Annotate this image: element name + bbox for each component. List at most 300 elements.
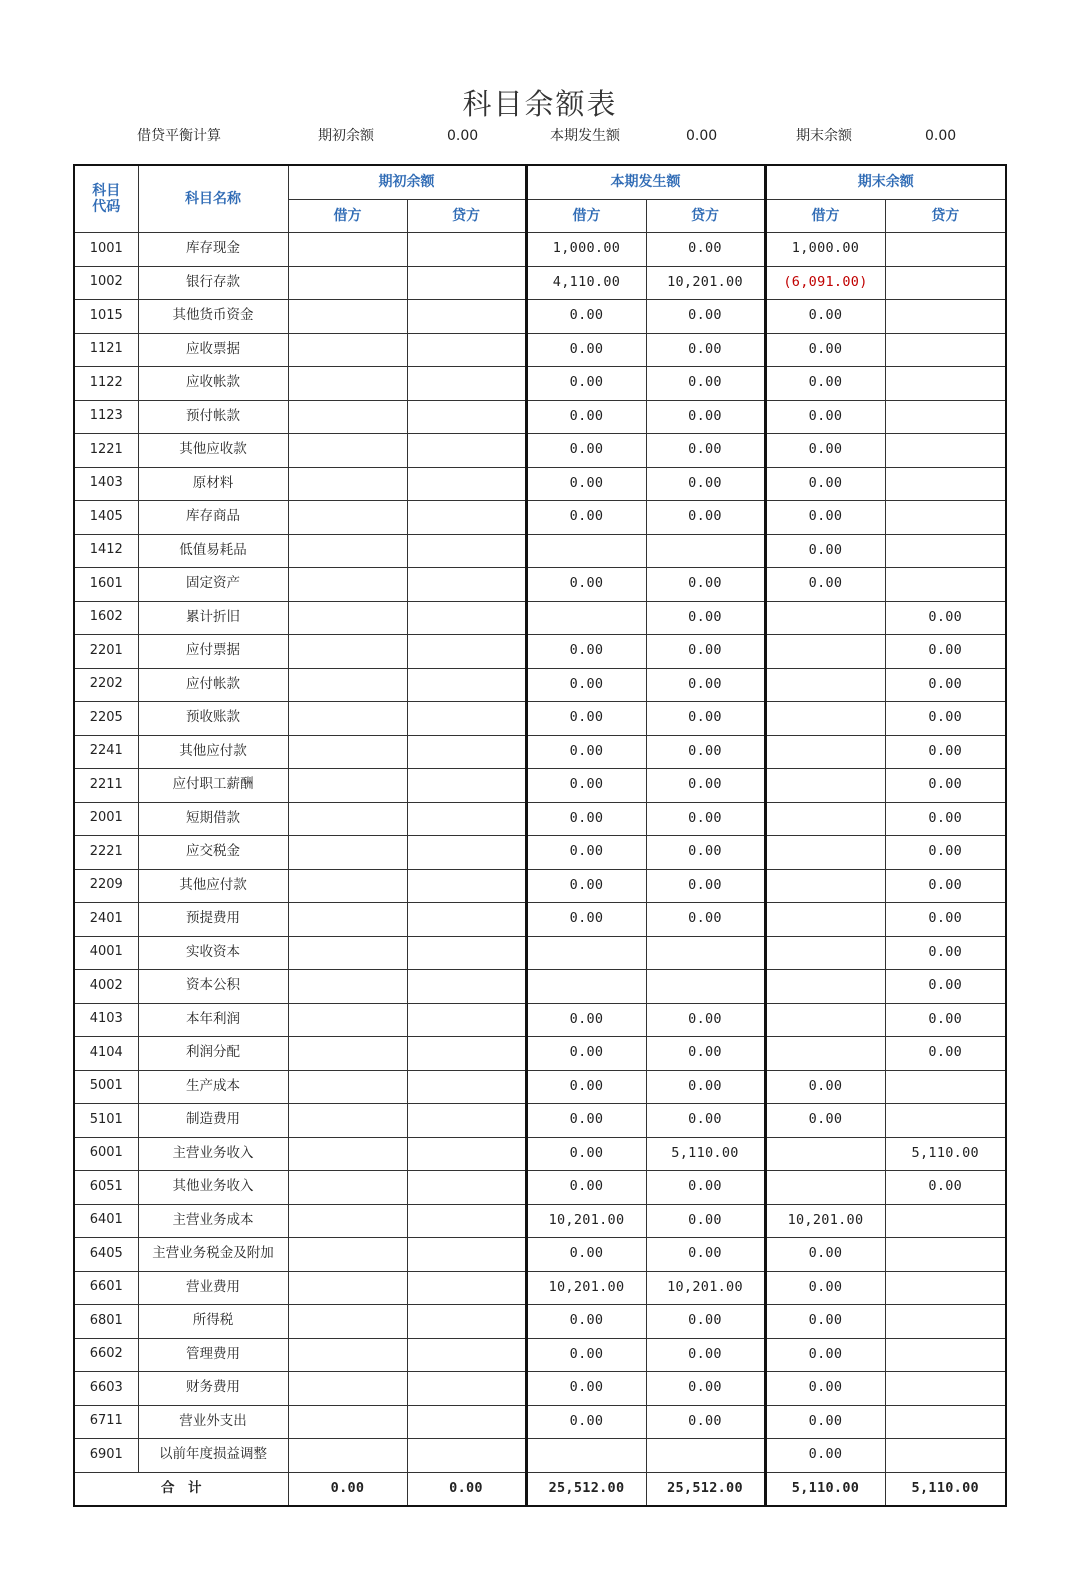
opening-debit-cell [288,836,407,870]
period-credit-cell: 0.00 [646,233,765,267]
table-row [74,702,1006,736]
opening-debit-cell [288,668,407,702]
opening-debit-cell [288,300,407,334]
period-debit-cell: 0.00 [526,1405,646,1439]
closing-credit-cell [885,400,1006,434]
account-code-cell: 2201 [74,635,138,669]
period-credit-cell: 0.00 [646,1204,765,1238]
closing-credit-cell [885,1238,1006,1272]
summary-opening-label: 期初余额 [318,128,374,144]
period-credit-cell: 0.00 [646,434,765,468]
account-code-cell: 6401 [74,1204,138,1238]
closing-credit-cell [885,266,1006,300]
closing-debit-cell [765,1171,885,1205]
balance-table [73,164,1007,1507]
account-name-cell: 应交税金 [138,836,288,870]
table-row [74,970,1006,1004]
closing-credit-cell: 0.00 [885,836,1006,870]
opening-credit-cell [407,1003,526,1037]
closing-credit-cell [885,233,1006,267]
opening-credit-cell [407,702,526,736]
table-row [74,1238,1006,1272]
account-code-cell: 6001 [74,1137,138,1171]
header-name: 科目名称 [138,165,288,233]
header-opening-debit: 借方 [288,199,407,233]
opening-debit-cell [288,1271,407,1305]
account-code-cell: 1122 [74,367,138,401]
table-row [74,1271,1006,1305]
period-debit-cell: 4,110.00 [526,266,646,300]
account-name-cell: 其他业务收入 [138,1171,288,1205]
opening-credit-cell [407,1204,526,1238]
opening-credit-cell [407,1104,526,1138]
closing-debit-cell [765,668,885,702]
period-debit-cell: 0.00 [526,1037,646,1071]
table-row [74,1070,1006,1104]
account-code-cell: 2401 [74,903,138,937]
opening-debit-cell [288,1137,407,1171]
opening-debit-cell [288,1238,407,1272]
opening-debit-cell [288,635,407,669]
account-code-cell: 2211 [74,769,138,803]
closing-debit-cell: 0.00 [765,1305,885,1339]
table-row [74,434,1006,468]
header-opening: 期初余额 [288,165,526,199]
account-name-cell: 营业外支出 [138,1405,288,1439]
period-credit-cell: 0.00 [646,300,765,334]
closing-credit-cell: 0.00 [885,601,1006,635]
closing-debit-cell: 0.00 [765,1372,885,1406]
account-name-cell: 应付职工薪酬 [138,769,288,803]
opening-credit-cell [407,266,526,300]
period-debit-cell: 0.00 [526,702,646,736]
table-row [74,601,1006,635]
account-code-cell: 6405 [74,1238,138,1272]
opening-debit-cell [288,735,407,769]
opening-credit-cell [407,668,526,702]
opening-credit-cell [407,769,526,803]
closing-debit-cell: 0.00 [765,534,885,568]
table-row [74,1003,1006,1037]
period-credit-cell: 0.00 [646,400,765,434]
table-row [74,400,1006,434]
closing-debit-cell: 0.00 [765,1338,885,1372]
account-name-cell: 本年利润 [138,1003,288,1037]
table-row [74,802,1006,836]
opening-debit-cell [288,970,407,1004]
closing-debit-cell: 0.00 [765,367,885,401]
opening-debit-cell [288,1305,407,1339]
opening-debit-cell [288,501,407,535]
closing-credit-cell: 5,110.00 [885,1137,1006,1171]
period-debit-cell [526,936,646,970]
period-credit-cell: 0.00 [646,1405,765,1439]
closing-credit-cell: 0.00 [885,635,1006,669]
opening-debit-cell [288,1104,407,1138]
account-name-cell: 低值易耗品 [138,534,288,568]
account-code-cell: 1002 [74,266,138,300]
opening-debit-cell [288,936,407,970]
closing-debit-cell [765,735,885,769]
account-name-cell: 库存商品 [138,501,288,535]
closing-debit-cell [765,601,885,635]
opening-credit-cell [407,1171,526,1205]
period-credit-cell [646,936,765,970]
opening-debit-cell [288,1171,407,1205]
period-credit-cell: 0.00 [646,668,765,702]
closing-debit-cell [765,769,885,803]
period-debit-cell: 0.00 [526,434,646,468]
closing-credit-cell [885,534,1006,568]
table-row [74,903,1006,937]
period-debit-cell: 0.00 [526,400,646,434]
table-row [74,869,1006,903]
account-name-cell: 资本公积 [138,970,288,1004]
opening-credit-cell [407,735,526,769]
period-credit-cell: 0.00 [646,1238,765,1272]
opening-credit-cell [407,300,526,334]
period-debit-cell: 0.00 [526,1104,646,1138]
period-credit-cell: 0.00 [646,735,765,769]
closing-debit-cell [765,1003,885,1037]
account-code-cell: 2205 [74,702,138,736]
account-code-cell: 6602 [74,1338,138,1372]
opening-credit-cell [407,1238,526,1272]
period-debit-cell: 0.00 [526,735,646,769]
total-closing-credit: 5,110.00 [885,1472,1006,1506]
closing-credit-cell [885,300,1006,334]
period-credit-cell: 0.00 [646,1305,765,1339]
closing-debit-cell: 0.00 [765,1405,885,1439]
period-credit-cell: 0.00 [646,1171,765,1205]
closing-credit-cell: 0.00 [885,802,1006,836]
account-code-cell: 1001 [74,233,138,267]
opening-credit-cell [407,1137,526,1171]
closing-debit-cell: 10,201.00 [765,1204,885,1238]
opening-debit-cell [288,1405,407,1439]
table-row [74,1037,1006,1071]
closing-credit-cell: 0.00 [885,769,1006,803]
period-credit-cell: 0.00 [646,769,765,803]
opening-credit-cell [407,233,526,267]
period-debit-cell: 0.00 [526,367,646,401]
closing-credit-cell: 0.00 [885,1037,1006,1071]
closing-debit-cell [765,702,885,736]
period-debit-cell: 0.00 [526,1137,646,1171]
account-name-cell: 预付帐款 [138,400,288,434]
total-opening-debit: 0.00 [288,1472,407,1506]
closing-credit-cell [885,568,1006,602]
ledger-body [74,233,1006,1473]
account-code-cell: 1601 [74,568,138,602]
account-code-cell: 2221 [74,836,138,870]
total-closing-debit: 5,110.00 [765,1472,885,1506]
table-row [74,668,1006,702]
period-debit-cell: 0.00 [526,1003,646,1037]
period-debit-cell: 0.00 [526,836,646,870]
closing-credit-cell [885,501,1006,535]
opening-debit-cell [288,601,407,635]
closing-debit-cell: 0.00 [765,1271,885,1305]
closing-debit-cell [765,635,885,669]
table-row [74,300,1006,334]
closing-debit-cell: 0.00 [765,400,885,434]
account-code-cell: 1015 [74,300,138,334]
header-period: 本期发生额 [526,165,765,199]
period-debit-cell: 0.00 [526,1238,646,1272]
closing-credit-cell: 0.00 [885,903,1006,937]
account-name-cell: 固定资产 [138,568,288,602]
opening-debit-cell [288,769,407,803]
closing-credit-cell [885,1405,1006,1439]
account-code-cell: 4002 [74,970,138,1004]
closing-debit-cell: 0.00 [765,1070,885,1104]
period-debit-cell: 0.00 [526,568,646,602]
account-code-cell: 4001 [74,936,138,970]
closing-debit-cell: 0.00 [765,300,885,334]
period-credit-cell: 0.00 [646,367,765,401]
closing-credit-cell [885,1070,1006,1104]
period-credit-cell: 0.00 [646,1003,765,1037]
period-debit-cell: 0.00 [526,668,646,702]
opening-debit-cell [288,1070,407,1104]
opening-credit-cell [407,970,526,1004]
summary-period-value: 0.00 [686,128,718,144]
closing-debit-cell [765,1137,885,1171]
table-row [74,635,1006,669]
period-debit-cell: 0.00 [526,1171,646,1205]
table-row [74,936,1006,970]
opening-debit-cell [288,1372,407,1406]
closing-debit-cell: (6,091.00) [765,266,885,300]
opening-debit-cell [288,903,407,937]
closing-credit-cell: 0.00 [885,1003,1006,1037]
closing-credit-cell [885,333,1006,367]
account-name-cell: 预收账款 [138,702,288,736]
closing-credit-cell: 0.00 [885,970,1006,1004]
period-debit-cell: 0.00 [526,769,646,803]
closing-credit-cell [885,1338,1006,1372]
period-credit-cell [646,534,765,568]
closing-debit-cell [765,802,885,836]
account-name-cell: 银行存款 [138,266,288,300]
period-debit-cell: 0.00 [526,903,646,937]
period-credit-cell: 0.00 [646,1070,765,1104]
account-name-cell: 主营业务税金及附加 [138,1238,288,1272]
period-credit-cell: 0.00 [646,1037,765,1071]
summary-opening-value: 0.00 [447,128,479,144]
period-credit-cell [646,1439,765,1473]
opening-debit-cell [288,400,407,434]
period-credit-cell: 0.00 [646,635,765,669]
period-credit-cell: 0.00 [646,601,765,635]
account-name-cell: 以前年度损益调整 [138,1439,288,1473]
header-code [74,165,138,233]
summary-period-label: 本期发生额 [550,128,620,144]
account-code-cell: 1121 [74,333,138,367]
account-name-cell: 主营业务收入 [138,1137,288,1171]
opening-credit-cell [407,1439,526,1473]
table-row [74,1204,1006,1238]
account-code-cell: 4104 [74,1037,138,1071]
account-code-cell: 5101 [74,1104,138,1138]
period-debit-cell [526,534,646,568]
account-code-cell: 5001 [74,1070,138,1104]
period-credit-cell: 0.00 [646,1338,765,1372]
period-debit-cell: 0.00 [526,333,646,367]
account-name-cell: 应付票据 [138,635,288,669]
closing-debit-cell [765,836,885,870]
table-row [74,467,1006,501]
opening-credit-cell [407,836,526,870]
table-row [74,1439,1006,1473]
period-credit-cell: 0.00 [646,333,765,367]
opening-credit-cell [407,1372,526,1406]
closing-credit-cell [885,1204,1006,1238]
account-code-cell: 6601 [74,1271,138,1305]
period-debit-cell: 0.00 [526,300,646,334]
period-debit-cell: 0.00 [526,1338,646,1372]
header-closing: 期末余额 [765,165,1006,199]
account-name-cell: 应收帐款 [138,367,288,401]
header-opening-credit: 贷方 [407,199,526,233]
opening-credit-cell [407,601,526,635]
account-name-cell: 利润分配 [138,1037,288,1071]
opening-credit-cell [407,434,526,468]
closing-credit-cell [885,1305,1006,1339]
account-code-cell: 6603 [74,1372,138,1406]
period-credit-cell: 0.00 [646,802,765,836]
closing-credit-cell [885,467,1006,501]
closing-credit-cell [885,1439,1006,1473]
opening-credit-cell [407,400,526,434]
closing-debit-cell [765,1037,885,1071]
table-row [74,735,1006,769]
opening-credit-cell [407,936,526,970]
account-code-cell: 1221 [74,434,138,468]
summary-closing-label: 期末余额 [796,128,852,144]
table-row [74,836,1006,870]
opening-debit-cell [288,534,407,568]
closing-debit-cell: 0.00 [765,333,885,367]
period-credit-cell: 0.00 [646,568,765,602]
closing-credit-cell: 0.00 [885,735,1006,769]
period-debit-cell: 0.00 [526,1070,646,1104]
account-name-cell: 累计折旧 [138,601,288,635]
account-code-cell: 6901 [74,1439,138,1473]
period-debit-cell: 0.00 [526,635,646,669]
opening-debit-cell [288,1003,407,1037]
closing-debit-cell [765,936,885,970]
opening-credit-cell [407,333,526,367]
closing-debit-cell [765,903,885,937]
account-name-cell: 生产成本 [138,1070,288,1104]
opening-debit-cell [288,1204,407,1238]
balance-check-label: 借贷平衡计算 [137,128,221,144]
opening-credit-cell [407,635,526,669]
account-name-cell: 应收票据 [138,333,288,367]
closing-debit-cell [765,869,885,903]
account-name-cell: 其他货币资金 [138,300,288,334]
opening-debit-cell [288,1037,407,1071]
closing-credit-cell: 0.00 [885,702,1006,736]
account-name-cell: 所得税 [138,1305,288,1339]
account-code-cell: 1412 [74,534,138,568]
account-name-cell: 短期借款 [138,802,288,836]
account-code-cell: 2001 [74,802,138,836]
period-debit-cell: 0.00 [526,802,646,836]
table-row [74,501,1006,535]
closing-debit-cell: 0.00 [765,1238,885,1272]
closing-debit-cell: 0.00 [765,568,885,602]
total-label: 合 计 [74,1472,288,1506]
period-credit-cell: 0.00 [646,903,765,937]
account-code-cell: 6711 [74,1405,138,1439]
account-name-cell: 管理费用 [138,1338,288,1372]
table-row [74,1405,1006,1439]
account-code-cell: 4103 [74,1003,138,1037]
closing-credit-cell: 0.00 [885,1171,1006,1205]
period-credit-cell: 10,201.00 [646,266,765,300]
total-opening-credit: 0.00 [407,1472,526,1506]
account-name-cell: 原材料 [138,467,288,501]
opening-debit-cell [288,568,407,602]
opening-credit-cell [407,1405,526,1439]
period-debit-cell [526,970,646,1004]
closing-credit-cell [885,1104,1006,1138]
period-debit-cell: 0.00 [526,1305,646,1339]
header-code-label: 科目代码 [92,182,121,215]
table-row [74,534,1006,568]
opening-credit-cell [407,501,526,535]
closing-debit-cell: 0.00 [765,1439,885,1473]
table-row [74,266,1006,300]
account-name-cell: 制造费用 [138,1104,288,1138]
period-debit-cell: 10,201.00 [526,1271,646,1305]
period-credit-cell: 0.00 [646,869,765,903]
account-name-cell: 库存现金 [138,233,288,267]
header-closing-credit: 贷方 [885,199,1006,233]
opening-debit-cell [288,367,407,401]
header-period-debit: 借方 [526,199,646,233]
opening-credit-cell [407,1037,526,1071]
total-period-credit: 25,512.00 [646,1472,765,1506]
period-credit-cell: 10,201.00 [646,1271,765,1305]
opening-credit-cell [407,1338,526,1372]
period-credit-cell: 0.00 [646,1104,765,1138]
account-name-cell: 应付帐款 [138,668,288,702]
table-row [74,1372,1006,1406]
summary-closing-value: 0.00 [925,128,957,144]
opening-debit-cell [288,467,407,501]
opening-debit-cell [288,266,407,300]
closing-debit-cell: 0.00 [765,501,885,535]
table-row [74,367,1006,401]
table-row [74,233,1006,267]
account-name-cell: 主营业务成本 [138,1204,288,1238]
account-code-cell: 2241 [74,735,138,769]
opening-debit-cell [288,434,407,468]
table-row [74,333,1006,367]
table-row [74,769,1006,803]
table-row [74,1171,1006,1205]
opening-debit-cell [288,1338,407,1372]
closing-credit-cell [885,1372,1006,1406]
opening-debit-cell [288,233,407,267]
period-debit-cell: 0.00 [526,869,646,903]
closing-credit-cell [885,434,1006,468]
opening-debit-cell [288,333,407,367]
